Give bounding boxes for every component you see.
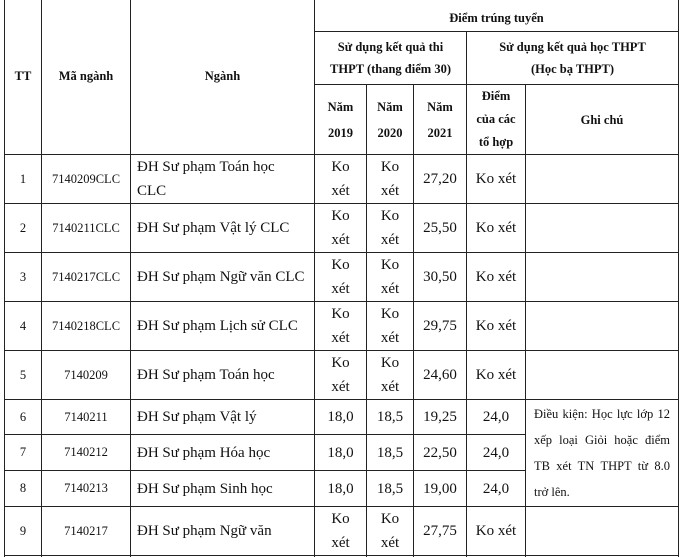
header-thpt-line1: Sử dụng kết quả thi: [337, 40, 444, 54]
row-2019: [315, 155, 367, 204]
row-major: ĐH Sư phạm Lịch sử CLC: [131, 302, 315, 351]
row-note: [526, 155, 679, 204]
row-2019-a: Ko: [331, 511, 350, 527]
row-2019: 18,0: [315, 400, 367, 435]
row-2019-a: Ko: [331, 159, 350, 175]
row-2021: 19,00: [414, 471, 467, 507]
header-year-2019-a: Năm: [327, 99, 354, 114]
row-tt: 1: [5, 155, 42, 204]
row-2020: 18,5: [367, 471, 414, 507]
header-combo-b: của các: [476, 112, 516, 126]
row-2021: 30,50: [414, 253, 467, 302]
header-combo: [467, 85, 526, 155]
row-combo: 24,0: [467, 471, 526, 507]
header-combo-a: Điểm: [481, 89, 511, 103]
header-major: Ngành: [131, 0, 315, 155]
table-row: [5, 253, 679, 302]
row-code: 7140213: [42, 471, 131, 507]
row-combo: 24,0: [467, 435, 526, 471]
row-2019-b: xét: [331, 232, 350, 248]
table-row: [5, 302, 679, 351]
row-2021: 24,60: [414, 351, 467, 400]
row-tt: 2: [5, 204, 42, 253]
row-2019-b: xét: [331, 330, 350, 346]
row-2019-b: xét: [331, 281, 350, 297]
row-2019: [315, 302, 367, 351]
row-2021: 29,75: [414, 302, 467, 351]
row-major-line2: CLC: [137, 183, 167, 199]
row-2020-b: xét: [380, 330, 400, 346]
row-2021: 19,25: [414, 400, 467, 435]
row-combo: Ko xét: [467, 204, 526, 253]
row-2020: 18,5: [367, 435, 414, 471]
row-2021: 27,20: [414, 155, 467, 204]
row-major: ĐH Sư phạm Sinh học: [131, 471, 315, 507]
row-combo: Ko xét: [467, 302, 526, 351]
condition-note: Điều kiện: Học lực lớp 12 xếp loại Giỏi hoặc điểm TB xét TN THPT từ 8.0 trở lên.: [526, 400, 679, 507]
header-tt: TT: [5, 0, 42, 155]
row-combo: Ko xét: [467, 253, 526, 302]
row-major: ĐH Sư phạm Ngữ văn: [131, 507, 315, 556]
header-score-group: Điểm trúng tuyển: [315, 0, 679, 32]
table-row: [5, 204, 679, 253]
row-2019-a: Ko: [331, 306, 350, 322]
header-year-2020-b: 2020: [377, 125, 403, 140]
row-note: [526, 507, 679, 556]
row-major: ĐH Sư phạm Vật lý: [131, 400, 315, 435]
header-hocba-line1: Sử dụng kết quả học THPT: [499, 40, 646, 54]
row-major-line1: ĐH Sư phạm Toán học: [137, 159, 275, 175]
row-2019-b: xét: [331, 535, 350, 551]
header-code: Mã ngành: [42, 0, 131, 155]
row-code: 7140217CLC: [42, 253, 131, 302]
row-2019: [315, 204, 367, 253]
row-tt: 3: [5, 253, 42, 302]
row-combo: Ko xét: [467, 351, 526, 400]
row-tt: 9: [5, 507, 42, 556]
admission-score-table: [4, 0, 679, 557]
row-2021: 22,50: [414, 435, 467, 471]
row-note: [526, 302, 679, 351]
row-tt: 4: [5, 302, 42, 351]
row-2019-b: xét: [331, 379, 350, 395]
row-2020: [367, 204, 414, 253]
row-2020-b: xét: [380, 281, 400, 297]
header-combo-c: tổ hợp: [478, 135, 514, 149]
row-note: [526, 253, 679, 302]
row-major: ĐH Sư phạm Ngữ văn CLC: [131, 253, 315, 302]
table-row: [5, 155, 679, 204]
row-code: 7140218CLC: [42, 302, 131, 351]
row-combo: 24,0: [467, 400, 526, 435]
row-2019: [315, 507, 367, 556]
header-hocba: [467, 32, 679, 85]
header-year-2020: [367, 85, 414, 155]
header-note: Ghi chú: [526, 85, 679, 155]
header-year-2021-b: 2021: [427, 125, 453, 140]
header-year-2019: [315, 85, 367, 155]
table-row: [5, 351, 679, 400]
row-2021: 27,75: [414, 507, 467, 556]
row-major: ĐH Sư phạm Hóa học: [131, 435, 315, 471]
row-major: ĐH Sư phạm Vật lý CLC: [131, 204, 315, 253]
row-2020-a: Ko: [380, 257, 400, 273]
row-2019-a: Ko: [331, 208, 350, 224]
row-major: ĐH Sư phạm Toán học: [131, 351, 315, 400]
header-thpt: [315, 32, 467, 85]
row-2020-a: Ko: [380, 306, 400, 322]
row-code: 7140209: [42, 351, 131, 400]
row-2020-b: xét: [380, 232, 400, 248]
row-2020: [367, 351, 414, 400]
header-hocba-line2: (Học bạ THPT): [530, 62, 615, 76]
row-2020-a: Ko: [380, 159, 400, 175]
row-2019: 18,0: [315, 471, 367, 507]
header-year-2020-a: Năm: [377, 99, 403, 114]
row-2020: [367, 302, 414, 351]
row-2020: [367, 155, 414, 204]
row-code: 7140211CLC: [42, 204, 131, 253]
row-2020-a: Ko: [380, 208, 400, 224]
row-2020-a: Ko: [380, 355, 400, 371]
row-note: [526, 204, 679, 253]
row-2020-a: Ko: [380, 511, 400, 527]
row-2020-b: xét: [380, 183, 400, 199]
row-tt: 6: [5, 400, 42, 435]
row-2020-b: xét: [380, 379, 400, 395]
row-2019-b: xét: [331, 183, 350, 199]
row-2020: [367, 253, 414, 302]
row-tt: 5: [5, 351, 42, 400]
row-combo: Ko xét: [467, 507, 526, 556]
row-code: 7140211: [42, 400, 131, 435]
row-2020: [367, 507, 414, 556]
row-tt: 8: [5, 471, 42, 507]
row-2021: 25,50: [414, 204, 467, 253]
row-2020: 18,5: [367, 400, 414, 435]
table-row: [5, 400, 679, 435]
row-code: 7140217: [42, 507, 131, 556]
row-tt: 7: [5, 435, 42, 471]
row-2019-a: Ko: [331, 355, 350, 371]
row-note: [526, 351, 679, 400]
row-code: 7140212: [42, 435, 131, 471]
row-major: [131, 155, 315, 204]
header-year-2021: [414, 85, 467, 155]
row-2020-b: xét: [380, 535, 400, 551]
row-2019: 18,0: [315, 435, 367, 471]
header-thpt-line2: THPT (thang điểm 30): [330, 62, 451, 76]
row-2019-a: Ko: [331, 257, 350, 273]
table-row: [5, 507, 679, 556]
row-combo: Ko xét: [467, 155, 526, 204]
row-2019: [315, 253, 367, 302]
row-code: 7140209CLC: [42, 155, 131, 204]
row-2019: [315, 351, 367, 400]
header-year-2021-a: Năm: [427, 99, 453, 114]
header-year-2019-b: 2019: [328, 125, 353, 140]
